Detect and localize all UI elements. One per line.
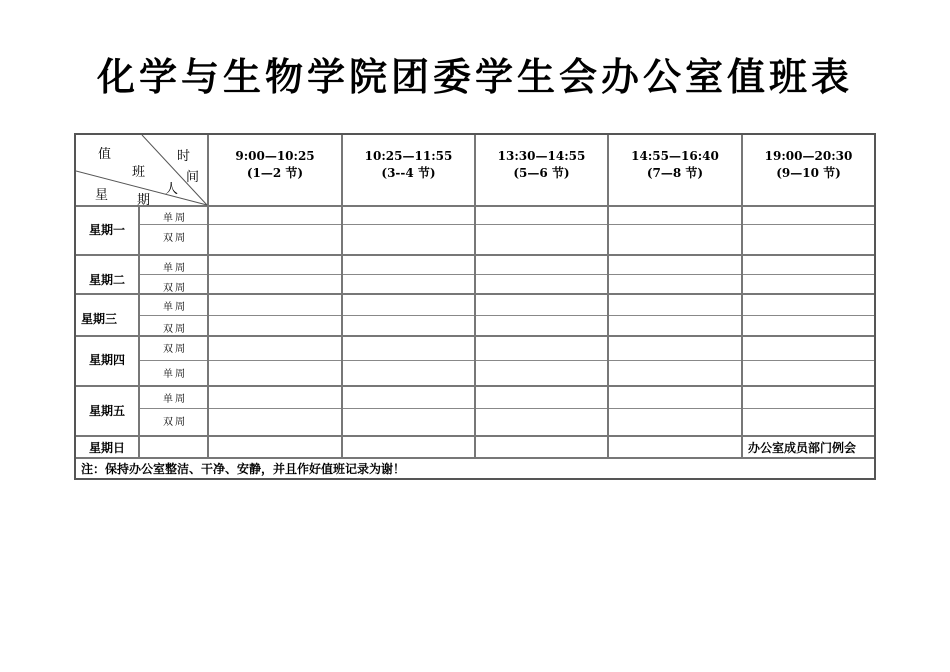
- corner-label-jian: 间: [186, 170, 200, 185]
- grid-line: [140, 315, 874, 316]
- week-label: 双周: [163, 283, 187, 294]
- slot-periods: (1—2 节): [246, 166, 304, 180]
- grid-line: [341, 135, 343, 457]
- time-slot-header: [343, 148, 474, 182]
- week-label: 单周: [163, 263, 187, 274]
- corner-label-zhi: 值: [98, 147, 112, 162]
- time-slot-header: [209, 148, 341, 182]
- week-label: 单周: [163, 213, 187, 224]
- week-label: 双周: [163, 324, 187, 335]
- corner-label-qi: 期: [137, 193, 151, 208]
- week-label: 单周: [163, 369, 187, 380]
- corner-label-shi: 时: [177, 149, 191, 164]
- slot-periods: (5—6 节): [513, 166, 570, 180]
- sunday-meeting-cell: 办公室成员部门例会: [748, 441, 857, 455]
- grid-line: [140, 360, 874, 361]
- grid-line: [741, 135, 743, 457]
- day-label-thursday: 星期四: [89, 353, 126, 367]
- week-label: 双周: [163, 417, 187, 428]
- time-slot-header: [476, 148, 607, 182]
- time-slot-header: [609, 148, 741, 182]
- corner-label-ban: 班: [132, 165, 146, 180]
- day-label-tuesday: 星期二: [89, 273, 126, 287]
- week-label: 单周: [163, 302, 187, 313]
- grid-line: [76, 457, 874, 459]
- grid-line: [140, 224, 874, 225]
- slot-periods: (9—10 节): [776, 166, 841, 180]
- corner-label-ren: 人: [165, 182, 179, 197]
- grid-line: [140, 408, 874, 409]
- week-label: 单周: [163, 394, 187, 405]
- slot-time: 10:25—11:55: [364, 149, 453, 163]
- slot-periods: (3--4 节): [381, 166, 436, 180]
- grid-line: [474, 135, 476, 457]
- grid-line: [138, 205, 140, 457]
- time-slot-header: [743, 148, 874, 182]
- day-label-monday: 星期一: [89, 223, 126, 237]
- slot-time: 14:55—16:40: [631, 149, 719, 163]
- day-label-wednesday: 星期三: [81, 312, 118, 326]
- grid-line: [140, 274, 874, 275]
- week-label: 双周: [163, 233, 187, 244]
- page-title: 化学与生物学院团委学生会办公室值班表: [96, 54, 853, 99]
- footer-note: 注：保持办公室整洁、干净、安静，并且作好值班记录为谢！: [81, 462, 406, 476]
- week-label: 双周: [163, 344, 187, 355]
- slot-periods: (7—8 节): [646, 166, 704, 180]
- day-label-friday: 星期五: [89, 404, 126, 418]
- slot-time: 13:30—14:55: [497, 149, 586, 163]
- day-label-sunday: 星期日: [89, 441, 126, 455]
- grid-line: [607, 135, 609, 457]
- corner-label-xing: 星: [95, 188, 109, 203]
- slot-time: 19:00—20:30: [764, 149, 853, 163]
- slot-time: 9:00—10:25: [235, 149, 315, 163]
